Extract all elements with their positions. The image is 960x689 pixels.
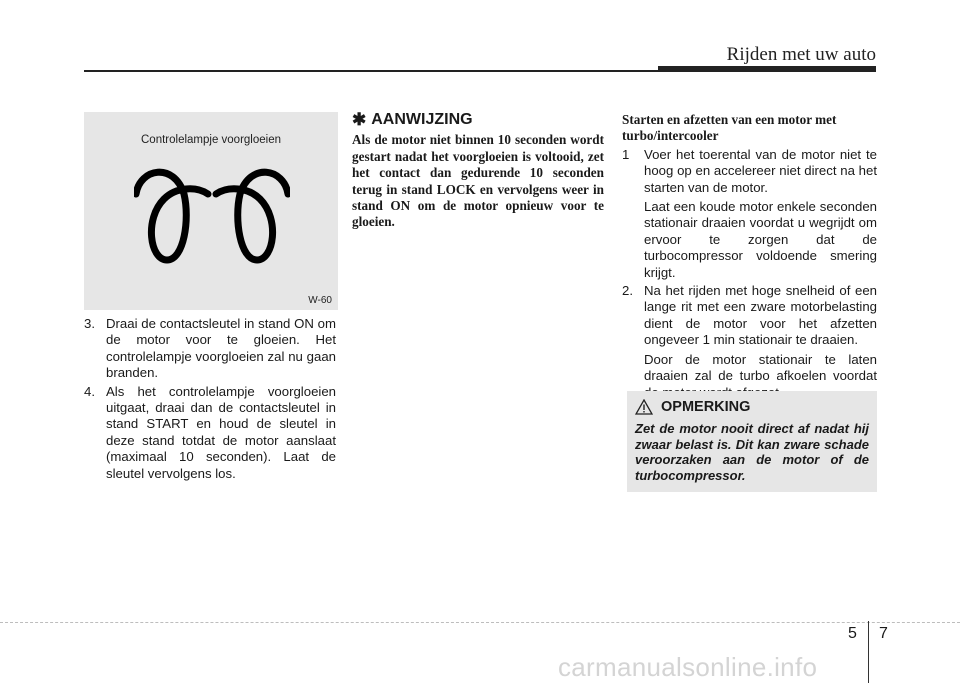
page-header-title: Rijden met uw auto: [726, 44, 876, 65]
warning-heading: [635, 399, 750, 415]
warning-heading-text: OPMERKING: [661, 399, 751, 415]
right-column: [622, 112, 877, 401]
turbo-step-2: [622, 283, 877, 349]
left-column: [84, 316, 336, 484]
warning-box: [627, 391, 877, 492]
header-rule: [84, 70, 658, 72]
step-subtext: Laat een koude motor enkele seconden stationair draaien voordat u wegrijdt om ervoor te zorgen dat de turbocompressor voldoende smering krijgt.: [644, 199, 877, 280]
step-number: 4.: [84, 383, 95, 399]
step-text: Draai de contactsleutel in stand ON om de motor voor te gloeien. Het controlelampje voorgloeien zal nu gaan branden.: [106, 316, 336, 381]
page-divider: [868, 621, 869, 683]
step-number: 1: [622, 146, 630, 162]
chapter-number: 5: [848, 625, 857, 642]
warning-triangle-icon: [635, 399, 653, 415]
notice-heading-text: AANWIJZING: [371, 111, 473, 128]
step-number: 3.: [84, 316, 95, 331]
step-3: [84, 316, 336, 382]
turbo-step-1: [622, 147, 877, 196]
step-text: Als het controlelampje voorgloeien uitgaat, draai dan de contactsleutel in stand START en houd de sleutel in deze stand totdat de motor aanslaat (maximaal 10 seconden). Laat de sleutel vervolgens los.: [106, 383, 336, 481]
step-text: Voer het toerental van de motor niet te hoog op en accelereer niet direct na het starten van de motor.: [644, 146, 877, 195]
notice-column: [352, 112, 604, 231]
figure-code: W-60: [308, 295, 332, 306]
footer-dashed-rule: [0, 622, 960, 623]
step-text: Na het rijden met hoge snelheid of een lange rit met een zware motorbelasting dient de motor voor het afzetten ongeveer 1 min stationair te draaien.: [644, 283, 877, 348]
glow-plug-coil-icon: [134, 164, 290, 276]
notice-heading: [352, 112, 604, 128]
step-number: 2.: [622, 283, 633, 299]
glow-indicator-figure: [84, 112, 338, 310]
header-rule-accent: [658, 66, 876, 72]
step-4: [84, 384, 336, 482]
section-title: Starten en afzetten van een motor met turbo/intercooler: [622, 112, 837, 144]
notice-body: Als de motor niet binnen 10 seconden wordt gestart nadat het voorgloeien is voltooid, zet het contact dan gedurende 10 seconden terug in stand LOCK en vervolgens weer in stand ON om de motor opnieuw voor te gloeien.: [352, 132, 604, 230]
figure-caption: Controlelampje voorgloeien: [141, 134, 281, 146]
warning-body: Zet de motor nooit direct af nadat hij zwaar belast is. Dit kan zware schade veroorzaken aan de motor of de turbocompressor.: [635, 421, 869, 483]
page-number: 7: [879, 625, 888, 642]
star-icon: ✱: [352, 110, 367, 129]
step-subtext: Door de motor stationair te laten draaien zal de turbo afkoelen voordat: [644, 351, 877, 384]
watermark: carmanualsonline.info: [558, 652, 818, 682]
